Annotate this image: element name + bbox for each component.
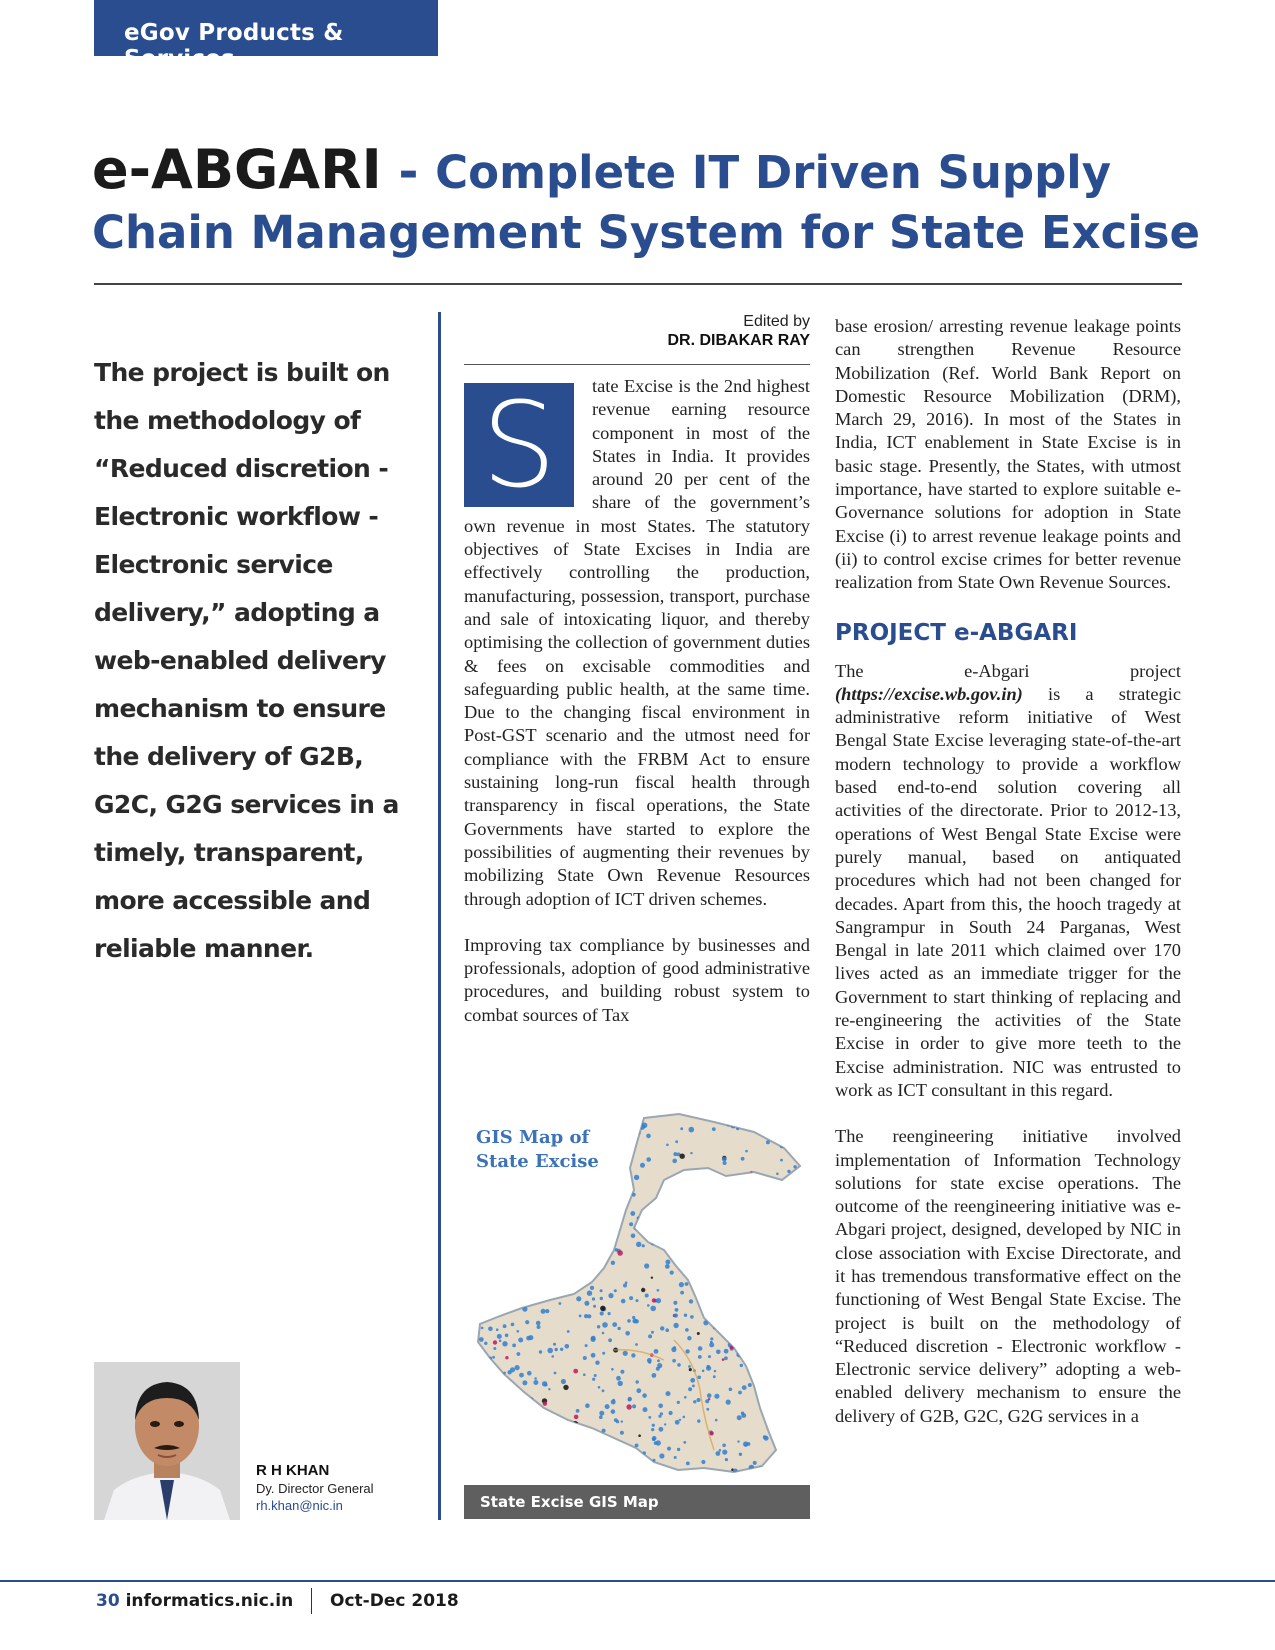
editor-divider <box>464 364 810 365</box>
section-heading: PROJECT e-ABGARI <box>835 619 1078 646</box>
section-tab: eGov Products & Services <box>94 0 438 56</box>
footer-divider <box>0 1580 1275 1582</box>
body-paragraph: Improving tax compliance by businesses and professionals, adoption of good administrative procedures, and building robust system to combat sources of Tax <box>464 934 810 1025</box>
edited-by <box>620 313 810 350</box>
figure-caption: State Excise GIS Map <box>464 1485 810 1519</box>
author-portrait-icon <box>94 1362 240 1520</box>
footer-issue: Oct-Dec 2018 <box>330 1591 459 1611</box>
title-divider <box>94 283 1182 285</box>
title-subtitle: Complete IT Driven Supply Chain Management System for State Excise <box>92 146 1201 259</box>
page-number: 30 <box>96 1591 120 1611</box>
author-email-link[interactable]: rh.khan@nic.in <box>256 1498 343 1513</box>
body-paragraph: The reengineering initiative involved implementation of Information Technology solutions for state excise operations. The outcome of the reengineering initiative was e-Abgari project, designed, developed by NIC in close association with Excise Directorate, and it has tremendous transformative effect on the functioning of West Bengal State Excise. The project is built on the methodology of “Reduced discretion - Electronic workflow - Electronic service delivery” adopting a web-enabled delivery mechanism to ensure the delivery of G2B, G2C, G2G services in a <box>835 1126 1181 1426</box>
drop-cap: S <box>464 383 574 507</box>
page-footer <box>96 1588 459 1614</box>
body-paragraph: base erosion/ arresting revenue leakage points can strengthen Revenue Resource Mobilization (Ref. World Bank Report on Domestic Resource Mobilization (DRM), March 29, 2016). In most of the States in India, ICT enablement in State Excise is in basic stage. Presently, the States, with utmost importance, have started to explore suitable e-Governance solutions for adoption in State Excise (i) to arrest revenue leakage points and (ii) to control excise crimes for better revenue realization from State Own Revenue Sources. <box>835 316 1181 593</box>
body-paragraph <box>835 660 1181 1103</box>
paragraph-text: tate Excise is the 2nd highest revenue earning resource component in most of the States in India. It provides around 20 per cent of the share of the government’s own revenue in most States. The statutory objectives of State Excises in India are effectively controlling the production, manufacturing, possession, transport, purchase and sale of intoxicating liquor, and thereby optimising the collection of government duties & fees on excisable commodities and safeguarding public health, at the same time. Due to the changing fiscal environment in Post-GST scenario and the utmost need for compliance with the FRBM Act to ensure sustaining long-run fiscal health through transparency in fiscal operations, the State Governments have started to explore the possibilities of augmenting their revenues by mobilizing State Own Revenue Resources through adoption of ICT driven schemes. <box>464 376 810 909</box>
author-photo <box>94 1362 240 1520</box>
gis-map-figure <box>464 1110 810 1518</box>
author-name: R H KHAN <box>256 1462 330 1479</box>
gis-map-title: GIS Map of State Excise <box>476 1127 599 1172</box>
title-main: e-ABGARI <box>92 138 382 201</box>
paragraph-text: The e-Abgari project <box>835 660 1181 681</box>
column-divider <box>438 312 441 1520</box>
editor-name: DR. DIBAKAR RAY <box>667 332 810 349</box>
body-column-right <box>835 315 1181 1451</box>
author-role: Dy. Director General <box>256 1481 374 1496</box>
footer-separator <box>311 1588 312 1614</box>
title-dash: - <box>381 144 436 200</box>
pull-quote: The project is built on the methodology of “Reduced discretion - Electronic workflow - Electronic service delivery,” adopting a web-enabled delivery mechanism to ensure the delivery of G2B, G2C, G2G services in a timely, transparent, more accessible and reliable manner. <box>94 358 399 963</box>
footer-site: informatics.nic.in <box>125 1591 294 1611</box>
author-info <box>256 1462 374 1513</box>
paragraph-text: is a strategic administrative reform initiative of West Bengal State Excise leveraging state-of-the-art modern technology to provide a workflow based end-to-end solution covering all activities of the directorate. Prior to 2012-13, operations of West Bengal State Excise were purely manual, based on antiquated procedures which had not been changed for decades. Apart from this, the hooch tragedy at Sangrampur in South 24 Parganas, West Bengal in late 2011 which claimed over 170 lives acted as an immediate trigger for the Government to start thinking of replacing and re-engineering the activities of the State Excise in order to give more teeth to the Excise administration. NIC was entrusted to work as ICT consultant in this regard. <box>835 683 1181 1100</box>
edited-by-label: Edited by <box>743 313 810 330</box>
article-title <box>92 138 1212 265</box>
project-url-link[interactable]: (https://excise.wb.gov.in) <box>835 683 1023 704</box>
body-paragraph <box>464 375 810 911</box>
body-column-middle <box>464 375 810 1050</box>
